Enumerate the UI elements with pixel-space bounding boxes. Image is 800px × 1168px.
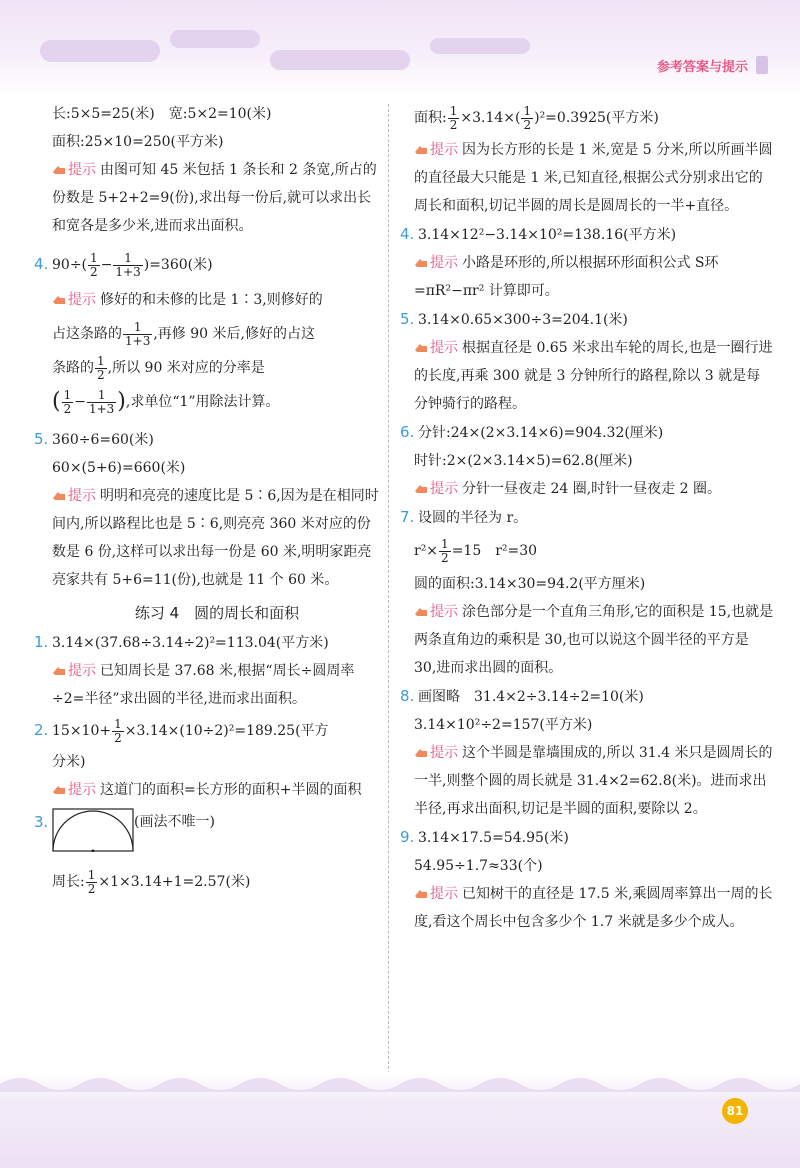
header-tab-marker — [756, 56, 768, 74]
question-8-right: 8. 画图略 31.4×2÷3.14÷2=10(米) — [418, 682, 774, 711]
drawing-note: (画法不唯一) — [134, 814, 215, 830]
question-number: 2. — [34, 721, 49, 739]
tip-hand-icon — [52, 490, 66, 502]
tip-label: 提示 — [430, 745, 458, 761]
tip-hand-icon — [52, 294, 66, 306]
fraction: $\frac{1}{2}$ — [63, 387, 72, 416]
question-4-right: 4. 3.14×12²−3.14×10²=138.16(平方米) — [418, 220, 774, 249]
question-number: 6. — [400, 423, 415, 441]
right-column — [400, 100, 774, 936]
tip-label: 提示 — [68, 162, 96, 178]
tip-text: 明明和亮亮的速度比是 5∶6,因为是在相同时间内,所以路程比也是 5∶6,则亮亮 360 米对应的份数是 6 份,这样可以求出每一份是 60 米,明明家距亮亮家共有 5+6=11(份),也就是 11 个 60 米。 — [52, 488, 379, 588]
answer-line: 圆的面积:3.14×30=94.2(平方厘米) — [414, 576, 646, 592]
fraction: $\frac{1}{2}$ — [441, 536, 449, 565]
tip-hand-icon — [52, 784, 66, 796]
tip-label: 提示 — [430, 340, 458, 356]
page-number-badge: 81 — [722, 1098, 748, 1124]
question-number: 5. — [34, 430, 49, 448]
fraction: $\frac{1}{1+3}$ — [88, 387, 115, 416]
formula-part: )=360(米) — [143, 257, 213, 273]
page-footer — [0, 1072, 800, 1168]
tip-hand-icon — [414, 144, 428, 156]
tip-label: 提示 — [430, 255, 458, 271]
tip-block — [52, 156, 382, 240]
answer-line: 3.14×10²÷2=157(平方米) — [414, 717, 593, 733]
tip-label: 提示 — [68, 782, 96, 798]
answer-line: 分米) — [52, 754, 86, 770]
fraction: $\frac{1}{2}$ — [114, 716, 122, 745]
tip-hand-icon — [414, 747, 428, 759]
tip-label: 提示 — [68, 292, 96, 308]
page-header — [0, 0, 800, 96]
question-number: 8. — [400, 687, 415, 705]
tip-text: 修好的和未修的比是 1∶3,则修好的 — [100, 292, 323, 308]
tip-text: 由图可知 45 米包括 1 条长和 2 条宽,所占的份数是 5+2+2=9(份),求出每一份后,就可以求出长和宽各是多少米,进而求出面积。 — [52, 162, 377, 234]
header-cloud — [40, 40, 160, 62]
tip-text: ,再修 90 米后,修好的占这 — [153, 326, 315, 342]
question-number: 4. — [34, 255, 49, 273]
tip-hand-icon — [414, 888, 428, 900]
tip-block — [414, 880, 774, 936]
question-9-right: 9. 3.14×17.5=54.95(米) — [418, 823, 774, 852]
answer-line: 长:5×5=25(米) 宽:5×2=10(米) — [52, 106, 272, 122]
tip-hand-icon — [414, 342, 428, 354]
tip-label: 提示 — [430, 604, 458, 620]
formula-part: − — [100, 257, 113, 273]
header-cloud — [430, 38, 530, 54]
question-5 — [34, 425, 382, 454]
question-number: 4. — [400, 225, 415, 243]
section-title: 练习 4 圆的周长和面积 — [134, 604, 300, 622]
formula-part: 15×10+ — [52, 723, 112, 739]
question-5-right: 5. 3.14×0.65×300÷3=204.1(米) — [418, 305, 774, 334]
question-number: 7. — [400, 508, 415, 526]
tip-hand-icon — [52, 164, 66, 176]
fraction: $\frac{1}{2}$ — [523, 103, 532, 132]
tip-text: 这道门的面积=长方形的面积+半圆的面积 — [100, 782, 362, 798]
tip-text: ,所以 90 米对应的分率是 — [107, 360, 265, 376]
tip-label: 提示 — [430, 886, 458, 902]
tip-text: 涂色部分是一个直角三角形,它的面积是 15,也就是两条直角边的乘积是 30,也可以说这个圆半径的平方是 30,进而求出圆的面积。 — [414, 604, 774, 676]
fraction: $\frac{1}{1+3}$ — [125, 319, 151, 348]
fraction: $\frac{1}{2}$ — [87, 867, 96, 896]
tip-text: 这个半圆是靠墙围成的,所以 31.4 米只是圆周长的一半,则整个圆的周长就是 31.4×2=62.8(米)。进而求出半径,再求出面积,切记是半圆的面积,要除以 2。 — [414, 745, 773, 817]
fraction: $\frac{1}{2}$ — [449, 103, 458, 132]
tip-hand-icon — [52, 665, 66, 677]
answer-line: 周长: $\frac{1}{2}$ ×1×3.14+1=2.57(米) — [52, 867, 251, 896]
tip-block — [52, 482, 382, 594]
tip-label: 提示 — [430, 481, 458, 497]
tip-label: 提示 — [430, 142, 458, 158]
question-number: 1. — [34, 633, 49, 651]
question-number: 5. — [400, 310, 415, 328]
header-title: 参考答案与提示 — [656, 60, 748, 75]
question-s2 — [34, 713, 382, 748]
left-column — [34, 100, 382, 900]
formula-part: ×3.14×(10÷2)²=189.25(平方 — [124, 723, 329, 739]
question-number: 9. — [400, 828, 415, 846]
tip-block: 提示 修好的和未修的比是 1∶3,则修好的 占这条路的 $\frac{1}{1+3}$ ,再修 90 米后,修好的占这 条路的 $\frac{1}{2}$ ,所以 90 米对应的分率是 ( $\frac{1}{2}$ − $\frac{1}{1+3}$ ),求单位“1”用除法计算。 — [52, 292, 323, 416]
fraction: $\frac{1}{2}$ — [97, 353, 105, 382]
tip-label: 提示 — [68, 488, 96, 504]
answer-line: 54.95÷1.7≈33(个) — [414, 858, 543, 874]
question-number: 3. — [34, 813, 49, 831]
header-cloud — [170, 30, 260, 48]
tip-block — [414, 136, 774, 220]
tip-block — [52, 776, 382, 804]
tip-text: 已知树干的直径是 17.5 米,乘圆周率算出一周的长度,看这个周长中包含多少个 1.7 米就是多少个成人。 — [414, 886, 773, 930]
tip-block — [414, 598, 774, 682]
tip-text: 小路是环形的,所以根据环形面积公式 S环=πR²−πr² 计算即可。 — [414, 255, 719, 299]
question-s3 — [34, 808, 382, 856]
answer-line: 60×(5+6)=660(米) — [52, 460, 186, 476]
question-6-right: 6. 分针:24×(2×3.14×6)=904.32(厘米) — [418, 418, 774, 447]
tip-text: 根据直径是 0.65 米求出车轮的周长,也是一圈行进的长度,再乘 300 就是 3 分钟所行的路程,除以 3 就是每分钟骑行的路程。 — [414, 340, 773, 412]
tip-hand-icon — [414, 606, 428, 618]
fraction: $\frac{1}{2}$ — [90, 250, 98, 279]
tip-text: 分针一昼夜走 24 圈,时针一昼夜走 2 圈。 — [462, 481, 721, 497]
answer-line: 面积: $\frac{1}{2}$ ×3.14×( $\frac{1}{2}$ )²=0.3925(平方米) — [414, 103, 659, 132]
tip-block — [52, 657, 382, 713]
tip-text: 已知周长是 37.68 米,根据“周长÷圆周率÷2=半径”求出圆的半径,进而求出面积。 — [52, 663, 355, 707]
tip-text: 因为长方形的长是 1 米,宽是 5 分米,所以所画半圆的直径最大只能是 1 米,已知直径,根据公式分别求出它的周长和面积,切记半圆的周长是圆周长的一半+直径。 — [414, 142, 773, 214]
footer-wave — [0, 1072, 800, 1092]
question-7-right: 7. 设圆的半径为 r。 — [418, 503, 774, 532]
tip-block — [414, 475, 774, 503]
formula-part: 90÷( — [52, 257, 88, 273]
tip-hand-icon — [414, 483, 428, 495]
answer-line: 3.14×(37.68÷3.14÷2)²=113.04(平方米) — [52, 635, 329, 651]
tip-text: 条路的 — [52, 360, 94, 376]
question-s1 — [34, 628, 382, 657]
answer-line: 360÷6=60(米) — [52, 432, 154, 448]
column-divider — [388, 104, 389, 1094]
tip-text: ,求单位“1”用除法计算。 — [125, 394, 280, 410]
tip-hand-icon — [414, 257, 428, 269]
fraction: $\frac{1}{1+3}$ — [115, 250, 141, 279]
semicircle-diagram — [52, 808, 134, 852]
tip-label: 提示 — [68, 663, 96, 679]
tip-block — [414, 739, 774, 823]
answer-line: 面积:25×10=250(平方米) — [52, 134, 224, 150]
answer-line: 时针:2×(2×3.14×5)=62.8(厘米) — [414, 453, 633, 469]
tip-block — [414, 334, 774, 418]
tip-text: 占这条路的 — [52, 326, 122, 342]
header-cloud — [270, 50, 410, 70]
answer-line: r²× $\frac{1}{2}$ =15 r²=30 — [414, 536, 538, 565]
question-4 — [34, 246, 382, 283]
tip-block — [414, 249, 774, 305]
